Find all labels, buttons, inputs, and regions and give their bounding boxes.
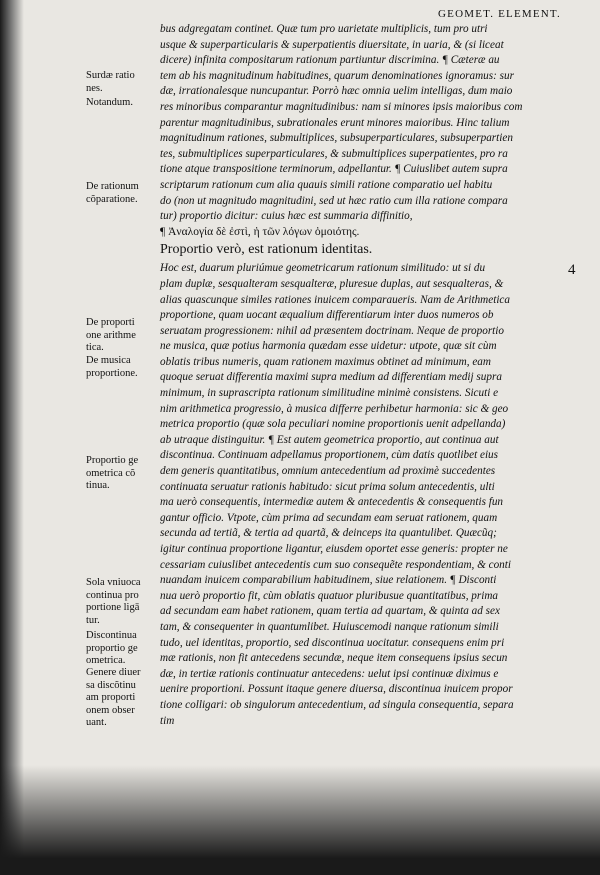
page-number: 4 [568, 262, 576, 278]
margin-note-line: Proportio ge [86, 455, 139, 466]
text-line: ab utraque distinguitur. ¶ Est autem geometrica proportio, aut continua aut [160, 433, 499, 446]
text-line: uenire proportioni. Possunt itaque genere diuersa, discontinua inuicem propor [160, 683, 513, 696]
text-line: tam, & consequenter in quantumlibet. Huiuscemodi nanque rationum simili [160, 620, 499, 633]
proposition-heading: Proportio verò, est rationum identitas. [160, 242, 373, 258]
margin-note-proportio-geometrica [86, 455, 162, 493]
text-line: nuandam inuicem comparabilium habitudinem, siue relationem. ¶ Disconti [160, 574, 497, 587]
text-line: igitur continua proportione ligantur, eiusdem oportet esse generis: propter ne [160, 543, 508, 555]
text-line: tur) proportio dicitur: cuius hæc est summaria diffinitio, [160, 210, 413, 223]
margin-note-line: portione ligā [86, 602, 140, 613]
text-line: discontinua. Continuam adpellamus proportionem, cùm datis quotlibet eius [160, 449, 498, 462]
text-line: dicere) infinita compositarum rationum partiuntur discrimina. ¶ Cæteræ au [160, 54, 500, 67]
text-line: magnitudinum rationes, submultiplices, subsuperparticulares, subsuperpartien [160, 132, 513, 145]
margin-note-line: tica. [86, 342, 104, 353]
text-line: tim [160, 714, 175, 727]
running-header: GEOMET. ELEMENT. [438, 8, 561, 20]
margin-note-line: cõparatione. [86, 193, 138, 205]
margin-note-de-musica [86, 355, 162, 380]
text-line: gantur officio. Vtpote, cùm prima ad secundam eam seruat rationem, quam [160, 511, 498, 524]
margin-note-discontinua [86, 630, 162, 668]
margin-note-line: sa discõtinu [86, 679, 136, 691]
margin-note-sola-vniuoca [86, 577, 162, 627]
margin-note-line: Genere diuer [86, 667, 141, 678]
margin-note-line: De rationum [86, 181, 139, 192]
text-line: quoque seruat differentia maximi supra medium ad differentiam medij supra [160, 371, 502, 384]
margin-note-line: De proporti [86, 317, 135, 328]
text-line: mæ rationis, non fit antecedens secundæ, neque item consequens ipsius secun [160, 652, 508, 665]
text-line: tes, submultiplices superparticulares, & submultiplices superpatientes, pro ra [160, 147, 508, 160]
text-line: alias quascunque similes rationes inuicem comparaueris. Nam de Arithmetica [160, 293, 510, 306]
greek-definition: ¶ Ἀναλογία δὲ ἐστὶ, ἡ τῶν λόγων ὁμοιότης. [160, 225, 360, 238]
text-line: usque & superparticularis & superpatientis diuersitate, in uaria, & (si liceat [160, 38, 504, 51]
text-line: nua uerò proportio fit, cùm oblatis quatuor pluribusue quantitatibus, prima [160, 589, 499, 602]
page-bottom-shadow [0, 765, 600, 875]
margin-note-line: ometrica cõ [86, 467, 136, 479]
text-line: proportione, quam uocant æqualium differentiarum inter duos numeros ob [160, 309, 494, 322]
text-line: ad secundam eam habet rationem, quam tertia ad quartam, & quinta ad sex [160, 605, 500, 618]
text-line: oblatis tribus numeris, quam rationem maximus obtinet ad minimum, eam [160, 355, 491, 368]
margin-note-line: onem obser [86, 704, 135, 716]
margin-note-line: Surdæ ratio [86, 70, 135, 81]
margin-note-line: Discontinua [86, 630, 137, 641]
margin-note-de-rationum [86, 181, 162, 206]
text-line: tione colligari: ob singulorum antecedentium, ad singula consequentia, separa [160, 698, 514, 711]
margin-note-line: uant. [86, 717, 107, 728]
margin-note-line: De musica [86, 355, 131, 366]
text-line: secunda ad tertiã, & tertia ad quartã, & deinceps ita quantulibet. Quæcũq; [160, 527, 497, 540]
text-line: ma uerò consequentis, intermediæ autem & antecedentis & consequentis fun [160, 496, 504, 509]
text-line: seruatam progressionem: nihil ad præsentem doctrinam. Neque de proportio [160, 324, 504, 337]
text-line: metrica proportio (quæ sola peculiari nomine proportionis uenit adpellanda) [160, 418, 506, 431]
text-line: bus adgregatam continet. Quæ tum pro uarietate multiplicis, tum pro utri [160, 23, 488, 35]
margin-note-line: continua pro [86, 589, 139, 601]
text-line: minimum, in suprascripta rationum similitudine minimè consistens. Sicuti e [160, 387, 499, 400]
margin-note-notandum [86, 97, 162, 110]
margin-note-line: tinua. [86, 480, 110, 491]
body-text [160, 22, 580, 729]
text-line: scriptarum rationum cum alia quauis simili ratione comparatio uel habitu [160, 178, 493, 191]
text-line: Hoc est, duarum pluriúmue geometricarum rationum similitudo: ut si du [160, 262, 486, 275]
margin-note-line: am proporti [86, 692, 136, 703]
text-line: plam duplæ, sesqualteram sesqualteræ, pluresue duplas, aut sesqualteras, & [160, 277, 504, 290]
margin-note-line: one arithme [86, 329, 136, 341]
text-line: ne musica, quæ potius harmonia quædam esse uidetur: utpote, quæ sit cùm [160, 340, 497, 353]
margin-note-line: nes. [86, 82, 103, 94]
text-line: do (non ut magnitudo magnitudini, sed ut hæc ratio cum illa ratione compara [160, 194, 508, 207]
margin-note-line: Notandum. [86, 97, 133, 108]
margin-note-line: Sola vniuoca [86, 577, 141, 588]
text-line: dæ, in tertiæ rationis continuatur antecedens: uelut ipsi continuæ diximus e [160, 667, 499, 680]
page-gutter-shadow [0, 0, 24, 875]
margin-note-line: tur. [86, 614, 100, 626]
text-line: tione atque transpositione terminorum, adpellantur. ¶ Cuiuslibet autem supra [160, 163, 508, 176]
margin-note-de-proporti [86, 317, 162, 355]
text-line: dæ, irrationalesque nuncupantur. Porrò hæc omnia uelim intelligas, dum maio [160, 85, 513, 98]
text-line: res minoribus comparantur magnitudinibus: nam si minores ipsis maioribus com [160, 100, 523, 113]
margin-note-genere-diuer [86, 667, 162, 730]
text-line: parentur magnitudinibus, subrationales erunt minores maioribus. Hinc talium [160, 116, 510, 129]
margin-note-line: proportio ge [86, 642, 138, 654]
margin-note-surdae [86, 70, 162, 95]
text-line: cessariam cuiuslibet antecedentis cum suo consequẽte respondentiam, & conti [160, 558, 511, 571]
text-line: continuata seruatur rationis habitudo: sicut prima solum antecedentis, ulti [160, 480, 495, 493]
margin-note-line: ometrica. [86, 655, 126, 666]
text-line: tudo, uel identitas, proportio, sed discontinua uocitatur. consequens enim pri [160, 636, 505, 649]
margin-note-line: proportione. [86, 367, 138, 379]
text-line: tem ab his magnitudinum habitudines, quarum denominationes ignoramus: sur [160, 69, 514, 82]
text-line: dem generis quantitatibus, omnium antecedentium ad proximè succedentes [160, 465, 496, 478]
text-line: nim arithmetica progressio, à musica differre perhibetur harmonia: sic & geo [160, 402, 509, 415]
